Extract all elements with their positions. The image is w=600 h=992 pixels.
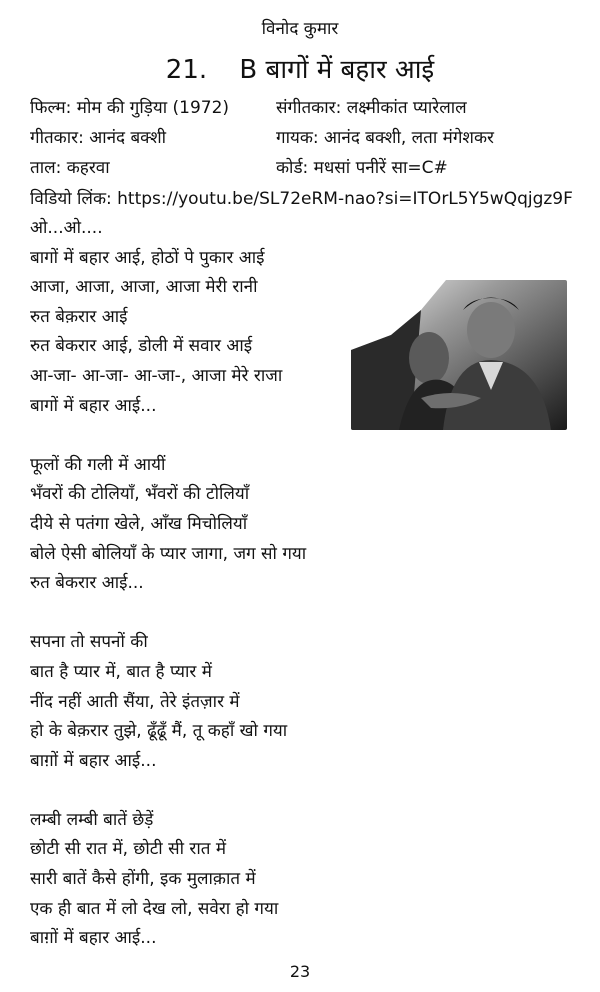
lyric-line: ओ...ओ.... — [30, 218, 103, 238]
lyric-line: लम्बी लम्बी बातें छेड़ें — [30, 809, 154, 830]
lyric-line: बात है प्यार में, बात है प्यार में — [30, 661, 212, 682]
lyric-line: सपना तो सपनों की — [30, 632, 148, 653]
film-still-photo — [351, 280, 567, 430]
lyric-line: सारी बातें कैसे होंगी, इक मुलाक़ात में — [30, 869, 256, 890]
page-number: 23 — [289, 962, 311, 981]
chords-info: कोर्ड: मधसां पनीरें सा=C# — [276, 158, 448, 178]
lyricist-info: गीतकार: आनंद बक्शी — [30, 128, 167, 148]
stanza-gap — [30, 776, 360, 806]
song-title-text: B बागों में बहार आई — [239, 55, 435, 85]
lyric-line: हो के बेक़रार तुझे, ढूँढूँ मैं, तू कहाँ खो गया — [30, 721, 288, 742]
song-number: 21. — [165, 55, 208, 85]
lyric-line: नींद नहीं आती सैंया, तेरे इंतज़ार में — [30, 691, 240, 712]
video-link[interactable]: विडियो लिंक: https://youtu.be/SL72eRM-nao?si=ITOrL5Y5wQqjgz9F — [30, 189, 573, 209]
song-title — [0, 50, 600, 86]
lyric-line: बोले ऐसी बोलियाँ के प्यार जागा, जग सो गया — [30, 543, 307, 564]
lyric-line: भँवरों की टोलियाँ, भँवरों की टोलियाँ — [30, 484, 250, 505]
lyric-line: बागों में बहार आई, होठों पे पुकार आई — [30, 247, 265, 268]
lyric-line: फूलों की गली में आयीं — [30, 454, 166, 475]
lyric-line: रुत बेकरार आई, डोली में सवार आई — [30, 336, 253, 357]
lyric-line: बागों में बहार आई... — [30, 395, 157, 416]
singers-info: गायक: आनंद बक्शी, लता मंगेशकर — [276, 128, 494, 148]
lyric-line: दीये से पतंगा खेले, आँख मिचोलियाँ — [30, 513, 248, 534]
film-info: फिल्म: मोम की गुड़िया (1972) — [30, 98, 230, 118]
lyric-line: रुत बेक़रार आई — [30, 306, 128, 327]
composer-info: संगीतकार: लक्ष्मीकांत प्यारेलाल — [276, 98, 467, 118]
page-author: विनोद कुमार — [261, 19, 339, 39]
lyrics-block — [30, 214, 360, 954]
lyric-line: बाग़ों में बहार आई... — [30, 928, 157, 949]
stanza-gap — [30, 421, 360, 451]
lyric-line: बाग़ों में बहार आई... — [30, 750, 157, 771]
stanza-gap — [30, 599, 360, 629]
lyric-line: आ-जा- आ-जा- आ-जा-, आजा मेरे राजा — [30, 365, 283, 386]
lyric-line: एक ही बात में लो देख लो, सवेरा हो गया — [30, 898, 279, 919]
taal-info: ताल: कहरवा — [30, 158, 110, 178]
lyric-line: छोटी सी रात में, छोटी सी रात में — [30, 839, 227, 860]
lyric-line: रुत बेकरार आई... — [30, 573, 144, 594]
lyric-line: आजा, आजा, आजा, आजा मेरी रानी — [30, 277, 258, 298]
